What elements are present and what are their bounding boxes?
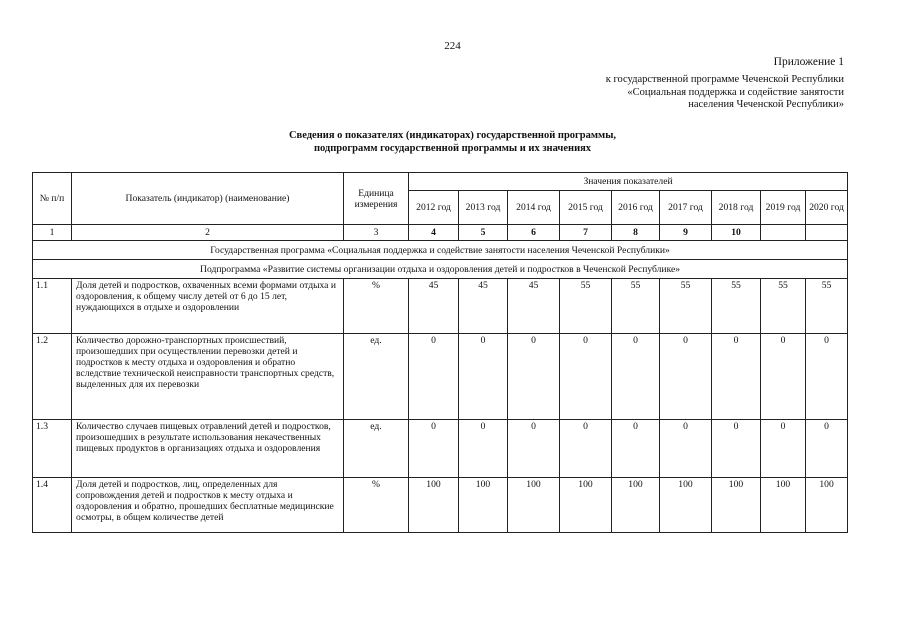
document-title-line: Сведения о показателях (индикаторах) государственной программы, xyxy=(288,130,617,141)
column-number xyxy=(806,225,848,241)
program-row: Государственная программа «Социальная поддержка и содействие занятости населения Чеченской Республики» xyxy=(33,241,848,260)
header-year: 2013 год xyxy=(459,191,508,225)
row-value: 100 xyxy=(560,478,612,533)
row-value: 100 xyxy=(409,478,459,533)
header-year: 2018 год xyxy=(712,191,761,225)
header-year: 2014 год xyxy=(508,191,560,225)
header-year: 2020 год xyxy=(806,191,848,225)
row-unit: % xyxy=(344,478,409,533)
row-value: 55 xyxy=(761,279,806,334)
header-number: № п/п xyxy=(33,173,72,225)
row-value: 100 xyxy=(508,478,560,533)
row-indicator: Доля детей и подростков, лиц, определенных для сопровождения детей и подростков к месту отдыха и оздоровления и обратно, прошедших бесплатные медицинские осмотры, в общем количестве детей xyxy=(72,478,344,533)
column-number: 7 xyxy=(560,225,612,241)
column-number: 3 xyxy=(344,225,409,241)
row-indicator: Количество дорожно-транспортных происшествий, произошедших при осуществлении перевозки детей и подростков к месту отдыха и оздоровления и обратно вследствие технической неисправности транспортных средств, выделенных для их перевозки xyxy=(72,334,344,420)
row-value: 55 xyxy=(612,279,660,334)
table-row xyxy=(33,279,848,334)
row-value: 0 xyxy=(560,334,612,420)
column-number: 10 xyxy=(712,225,761,241)
appendix-line: к государственной программе Чеченской Республики xyxy=(605,74,844,85)
row-value: 0 xyxy=(459,420,508,478)
row-value: 100 xyxy=(459,478,508,533)
header-year: 2017 год xyxy=(660,191,712,225)
row-value: 100 xyxy=(612,478,660,533)
header-year: 2019 год xyxy=(761,191,806,225)
column-number xyxy=(761,225,806,241)
row-value: 0 xyxy=(806,334,848,420)
row-value: 45 xyxy=(508,279,560,334)
column-number: 2 xyxy=(72,225,344,241)
row-number: 1.4 xyxy=(33,478,72,533)
row-value: 0 xyxy=(712,420,761,478)
column-number: 5 xyxy=(459,225,508,241)
row-value: 0 xyxy=(459,334,508,420)
subprogram-row: Подпрограмма «Развитие системы организации отдыха и оздоровления детей и подростков в Чеченской Республике» xyxy=(33,260,848,279)
row-value: 0 xyxy=(508,420,560,478)
row-value: 0 xyxy=(761,420,806,478)
row-unit: % xyxy=(344,279,409,334)
row-value: 0 xyxy=(660,334,712,420)
row-value: 0 xyxy=(712,334,761,420)
row-value: 100 xyxy=(806,478,848,533)
column-number: 9 xyxy=(660,225,712,241)
table-row xyxy=(33,478,848,533)
appendix-reference xyxy=(606,74,844,112)
header-year: 2016 год xyxy=(612,191,660,225)
column-number: 8 xyxy=(612,225,660,241)
row-value: 100 xyxy=(761,478,806,533)
row-number: 1.1 xyxy=(33,279,72,334)
column-number: 1 xyxy=(33,225,72,241)
appendix-line: «Социальная поддержка и содействие занятости xyxy=(627,86,844,98)
row-value: 0 xyxy=(560,420,612,478)
header-year: 2012 год xyxy=(409,191,459,225)
row-value: 55 xyxy=(806,279,848,334)
row-value: 100 xyxy=(712,478,761,533)
header-indicator: Показатель (индикатор) (наименование) xyxy=(72,173,344,225)
table-row xyxy=(33,334,848,420)
row-unit: ед. xyxy=(344,334,409,420)
indicators-table xyxy=(32,172,848,533)
row-value: 55 xyxy=(660,279,712,334)
row-value: 0 xyxy=(409,420,459,478)
row-indicator: Доля детей и подростков, охваченных всеми формами отдыха и оздоровления, к общему числу детей от 6 до 15 лет, нуждающихся в отдыхе и оздоровлении xyxy=(72,279,344,334)
document-title xyxy=(0,130,905,155)
row-value: 55 xyxy=(712,279,761,334)
row-value: 55 xyxy=(560,279,612,334)
table-row xyxy=(33,420,848,478)
row-value: 0 xyxy=(761,334,806,420)
document-title-line: подпрограмм государственной программы и их значениях xyxy=(313,142,592,154)
row-value: 45 xyxy=(409,279,459,334)
row-value: 0 xyxy=(660,420,712,478)
row-value: 0 xyxy=(612,334,660,420)
row-value: 100 xyxy=(660,478,712,533)
column-number: 6 xyxy=(508,225,560,241)
header-values-group: Значения показателей xyxy=(409,173,848,191)
row-number: 1.2 xyxy=(33,334,72,420)
row-value: 0 xyxy=(508,334,560,420)
header-year: 2015 год xyxy=(560,191,612,225)
appendix-title: Приложение 1 xyxy=(773,56,844,68)
page-number: 224 xyxy=(444,40,461,52)
header-unit: Единица измерения xyxy=(344,173,409,225)
row-value: 0 xyxy=(612,420,660,478)
row-value: 45 xyxy=(459,279,508,334)
appendix-line: населения Чеченской Республики» xyxy=(688,99,844,110)
column-number: 4 xyxy=(409,225,459,241)
row-value: 0 xyxy=(409,334,459,420)
row-number: 1.3 xyxy=(33,420,72,478)
row-unit: ед. xyxy=(344,420,409,478)
row-value: 0 xyxy=(806,420,848,478)
row-indicator: Количество случаев пищевых отравлений детей и подростков, произошедших в результате использования некачественных пищевых продуктов в организациях отдыха и оздоровления xyxy=(72,420,344,478)
